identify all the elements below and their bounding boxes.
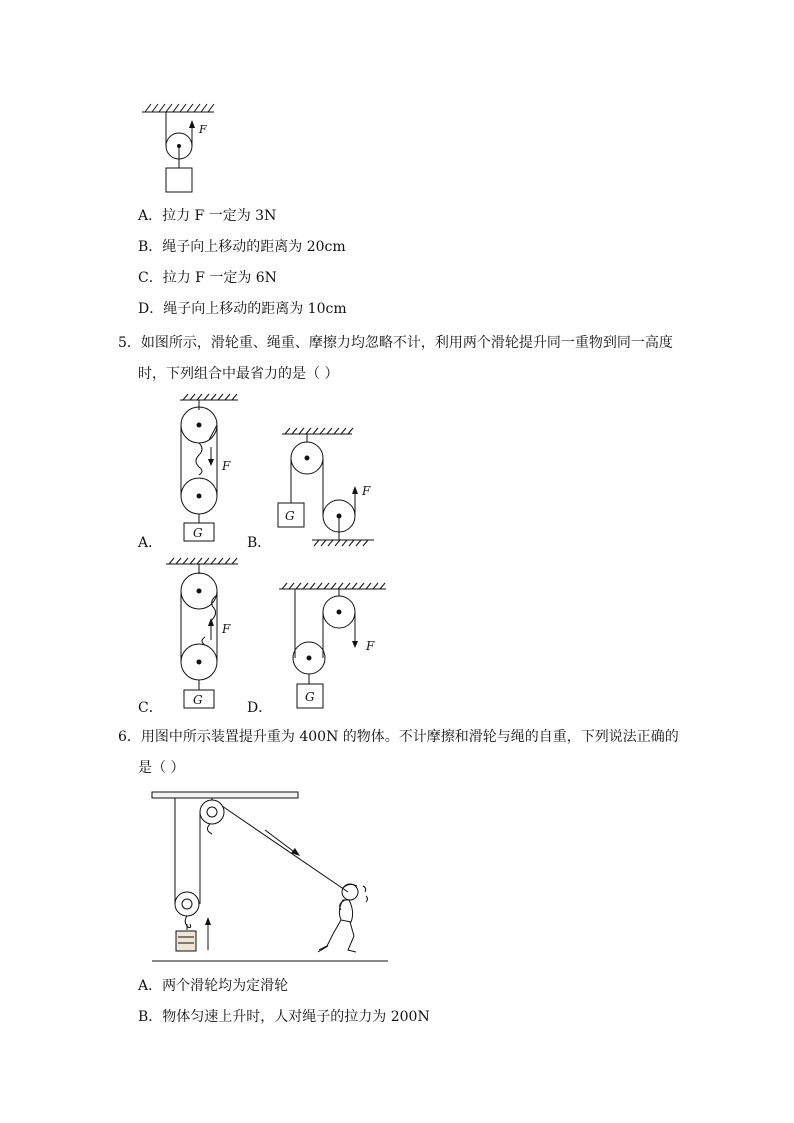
q6-option-a: A．两个滑轮均为定滑轮 bbox=[138, 978, 289, 994]
q6-rope-direction-arrow bbox=[265, 830, 297, 854]
q5-a-force-label: F bbox=[222, 459, 231, 473]
q6-ceiling-beam bbox=[152, 792, 298, 798]
q5-figure-a bbox=[180, 394, 238, 541]
q5-figure-c bbox=[166, 558, 238, 708]
q6-movable-pulley bbox=[175, 892, 199, 916]
q4-option-a: A．拉力 F 一定为 3N bbox=[138, 208, 277, 224]
q5-figure-b bbox=[278, 428, 374, 546]
q5-option-c-label: C． bbox=[138, 700, 163, 716]
q5-a-force-arrow bbox=[208, 459, 214, 466]
q5-d-weight-label: G bbox=[305, 690, 315, 704]
q5-option-a-label: A． bbox=[138, 535, 163, 551]
q5-stem-line1: 5．如图所示，滑轮重、绳重、摩擦力均忽略不计，利用两个滑轮提升同一重物到同一高度 bbox=[118, 335, 673, 351]
q5-d-force-arrow bbox=[352, 641, 358, 648]
q4-ceiling-hatch bbox=[145, 104, 214, 112]
q5-d-force-label: F bbox=[366, 639, 375, 653]
q6-up-arrow-head bbox=[205, 917, 211, 925]
q5-stem-line2: 时，下列组合中最省力的是（ ） bbox=[138, 366, 339, 382]
q4-option-c: C．拉力 F 一定为 6N bbox=[138, 270, 277, 286]
q6-stem-line2: 是（ ） bbox=[138, 760, 185, 776]
q6-rope-arrow-head bbox=[291, 848, 300, 856]
q4-force-arrow bbox=[189, 120, 195, 128]
q4-option-b: B．绳子向上移动的距离为 20cm bbox=[138, 239, 346, 255]
q5-b-force-label: F bbox=[362, 484, 371, 498]
q5-b-weight-label: G bbox=[285, 509, 295, 523]
q6-person-figure bbox=[318, 884, 368, 952]
q6-option-b: B．物体匀速上升时，人对绳子的拉力为 200N bbox=[138, 1009, 430, 1025]
q4-weight-box bbox=[166, 168, 192, 192]
q5-option-b-label: B． bbox=[247, 535, 272, 551]
q5-c-weight-label: G bbox=[193, 693, 203, 707]
q5-c-force-arrow bbox=[208, 618, 214, 626]
q5-option-d-label: D． bbox=[247, 700, 273, 716]
q5-c-force-label: F bbox=[222, 622, 231, 636]
q4-movable-pulley bbox=[166, 133, 192, 159]
q5-b-force-arrow bbox=[352, 486, 358, 494]
q6-fixed-pulley bbox=[200, 800, 224, 824]
q6-stem-line1: 6．用图中所示装置提升重为 400N 的物体。不计摩擦和滑轮与绳的自重，下列说法正确的 bbox=[118, 729, 679, 745]
q5-figure-d bbox=[279, 583, 386, 708]
q6-load-box bbox=[176, 931, 196, 951]
q4-force-label: F bbox=[199, 123, 207, 136]
q5-a-weight-label: G bbox=[193, 526, 203, 540]
q4-option-d: D．绳子向上移动的距离为 10cm bbox=[138, 301, 347, 317]
